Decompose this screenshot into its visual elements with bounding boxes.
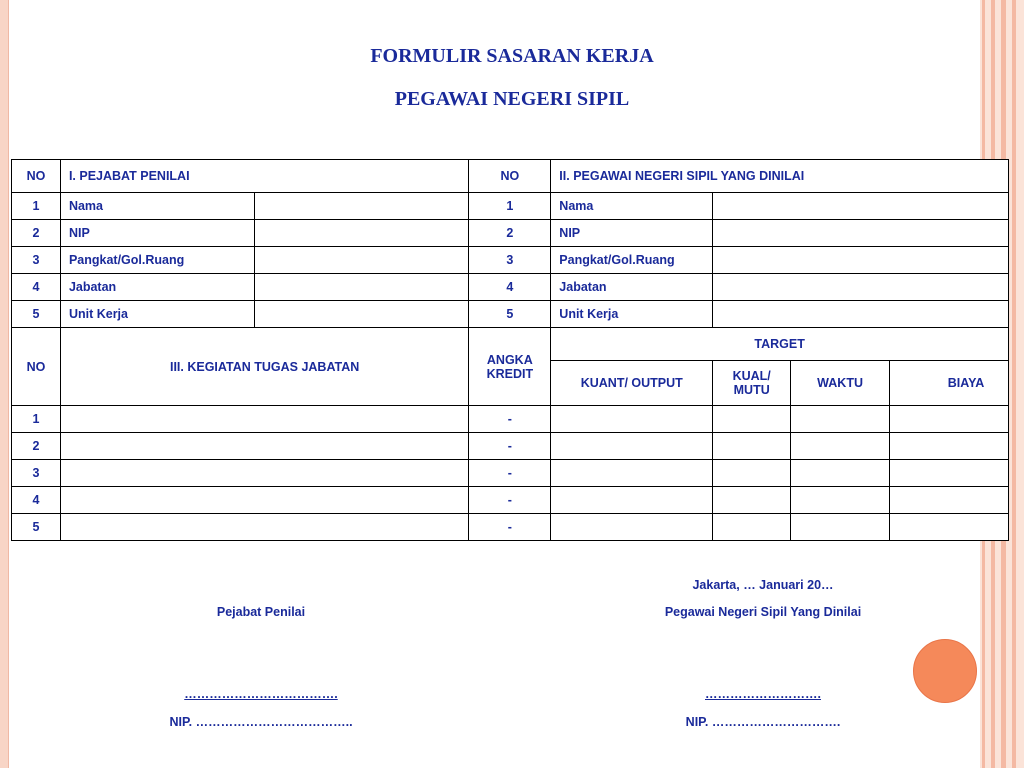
pejabat-signature-line: ………………………………. [184,687,338,701]
pejabat-nama-field[interactable] [254,193,469,220]
biaya-cell[interactable] [890,406,1009,433]
row-number: 2 [12,220,61,247]
activity-row [12,406,1009,433]
pegawai-nama-field[interactable] [713,193,1009,220]
kual-cell[interactable] [713,514,791,541]
angka-kredit-cell[interactable]: - [469,433,551,460]
kegiatan-cell[interactable] [60,514,468,541]
pegawai-unit-kerja-field[interactable] [713,301,1009,328]
row-number: 2 [12,433,61,460]
row-number: 4 [12,274,61,301]
row-number: 1 [12,406,61,433]
no-header: NO [12,160,61,193]
kual-mutu-header: KUAL/ MUTU [713,361,791,406]
waktu-cell[interactable] [791,487,890,514]
kegiatan-cell[interactable] [60,487,468,514]
kegiatan-header: III. KEGIATAN TUGAS JABATAN [60,328,468,406]
field-label: Pangkat/Gol.Ruang [551,247,713,274]
field-label: NIP [551,220,713,247]
row-number: 1 [12,193,61,220]
row-number: 5 [12,514,61,541]
waktu-cell[interactable] [791,514,890,541]
waktu-header: WAKTU [791,361,890,406]
kuant-output-header: KUANT/ OUTPUT [551,361,713,406]
left-frame-border [0,0,8,768]
row-number: 4 [12,487,61,514]
kegiatan-cell[interactable] [60,460,468,487]
pejabat-unit-kerja-field[interactable] [254,301,469,328]
no-header: NO [12,328,61,406]
row-number: 1 [469,193,551,220]
field-label: Unit Kerja [551,301,713,328]
pegawai-nip: NIP. …………………………. [685,715,841,729]
section1-header-row [12,160,1009,193]
pegawai-nip-field[interactable] [713,220,1009,247]
pejabat-penilai-header: I. PEJABAT PENILAI [60,160,468,193]
form-title: FORMULIR SASARAN KERJA [370,45,654,67]
identity-row [12,301,1009,328]
waktu-cell[interactable] [791,433,890,460]
waktu-cell[interactable] [791,460,890,487]
kuant-cell[interactable] [551,460,713,487]
row-number: 2 [469,220,551,247]
angka-kredit-cell[interactable]: - [469,487,551,514]
activity-row [12,514,1009,541]
pejabat-penilai-label: Pejabat Penilai [216,605,306,619]
field-label: Jabatan [60,274,254,301]
field-label: NIP [60,220,254,247]
field-label: Nama [551,193,713,220]
kegiatan-cell[interactable] [60,433,468,460]
pegawai-pangkat-field[interactable] [713,247,1009,274]
identity-row [12,247,1009,274]
kual-cell[interactable] [713,460,791,487]
biaya-cell[interactable] [890,514,1009,541]
place-date: Jakarta, … Januari 20… [692,578,834,592]
form-table [11,159,1009,541]
identity-row [12,220,1009,247]
activity-row [12,487,1009,514]
pegawai-jabatan-field[interactable] [713,274,1009,301]
pejabat-pangkat-field[interactable] [254,247,469,274]
row-number: 3 [12,460,61,487]
activity-row [12,460,1009,487]
target-header: TARGET [551,328,1009,361]
kuant-cell[interactable] [551,406,713,433]
angka-kredit-header: ANGKA KREDIT [469,328,551,406]
row-number: 5 [469,301,551,328]
row-number: 5 [12,301,61,328]
kegiatan-cell[interactable] [60,406,468,433]
form-subtitle: PEGAWAI NEGERI SIPIL [394,88,630,110]
waktu-cell[interactable] [791,406,890,433]
kual-cell[interactable] [713,433,791,460]
no-header: NO [469,160,551,193]
pejabat-nip-field[interactable] [254,220,469,247]
row-number: 3 [12,247,61,274]
kual-cell[interactable] [713,487,791,514]
biaya-header: BIAYA [890,361,1009,406]
left-frame-line [8,0,9,768]
kuant-cell[interactable] [551,487,713,514]
identity-row [12,193,1009,220]
angka-kredit-cell[interactable]: - [469,514,551,541]
right-frame-stripe [1012,0,1016,768]
field-label: Unit Kerja [60,301,254,328]
biaya-cell[interactable] [890,460,1009,487]
pegawai-signature-line: ………………………. [705,687,821,701]
decorative-circle [913,639,977,703]
field-label: Pangkat/Gol.Ruang [60,247,254,274]
kuant-cell[interactable] [551,433,713,460]
activity-row [12,433,1009,460]
field-label: Nama [60,193,254,220]
pejabat-jabatan-field[interactable] [254,274,469,301]
field-label: Jabatan [551,274,713,301]
kual-cell[interactable] [713,406,791,433]
kuant-cell[interactable] [551,514,713,541]
pegawai-dinilai-header: II. PEGAWAI NEGERI SIPIL YANG DINILAI [551,160,1009,193]
pegawai-dinilai-label: Pegawai Negeri Sipil Yang Dinilai [664,605,862,619]
row-number: 3 [469,247,551,274]
biaya-cell[interactable] [890,487,1009,514]
pejabat-nip: NIP. ……………………………….. [169,715,353,729]
angka-kredit-cell[interactable]: - [469,460,551,487]
biaya-cell[interactable] [890,433,1009,460]
angka-kredit-cell[interactable]: - [469,406,551,433]
section3-header-row [12,328,1009,361]
row-number: 4 [469,274,551,301]
identity-row [12,274,1009,301]
